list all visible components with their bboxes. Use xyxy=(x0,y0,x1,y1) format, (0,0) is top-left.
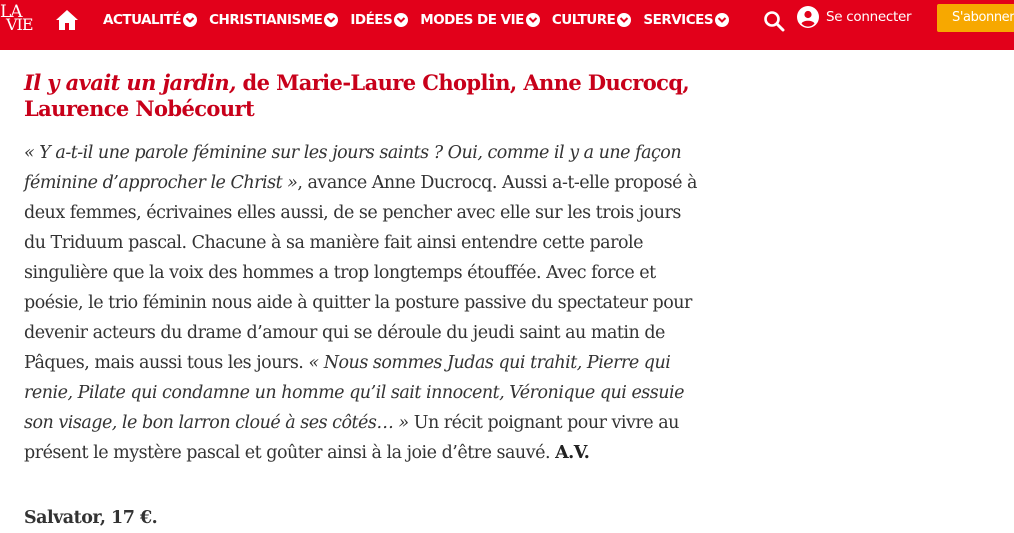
nav-item-christianisme[interactable] xyxy=(209,12,338,28)
chevron-down-icon xyxy=(715,13,729,27)
book-authors: de Marie-Laure Choplin, Anne Ducrocq, Laurence Nobécourt xyxy=(24,70,690,121)
login-link[interactable] xyxy=(797,6,911,28)
nav-item-services[interactable] xyxy=(643,12,729,28)
nav-item-label: CULTURE xyxy=(551,12,616,28)
publisher-price: Salvator, 17 €. xyxy=(24,508,158,528)
logo-line-2: VIE xyxy=(6,15,33,34)
body-text-2: Un récit poignant pour vivre au présent le mystère pascal et goûter ainsi à la joie d’être sauvé. xyxy=(24,413,679,463)
chevron-down-icon xyxy=(526,13,540,27)
user-icon xyxy=(797,6,819,28)
chevron-down-icon xyxy=(183,13,197,27)
article-section xyxy=(24,70,704,468)
quote-1: « Y a-t-il une parole féminine sur les jours saints ? Oui, comme il y a une façon féminine d’approcher le Christ » xyxy=(24,143,682,193)
chevron-down-icon xyxy=(394,13,408,27)
nav-item-label: ACTUALITÉ xyxy=(103,12,182,28)
author-initials: A.V. xyxy=(555,443,590,463)
top-navigation-bar xyxy=(0,0,1014,50)
main-menu xyxy=(103,0,741,40)
search-icon[interactable] xyxy=(763,10,785,32)
book-title xyxy=(24,70,704,122)
article-body xyxy=(24,138,704,468)
quote-2: « Nous sommes Judas qui trahit, Pierre qui renie, Pilate qui condamne un homme qu’il sait innocent, Véronique qui essuie son visage, le bon larron cloué à ses côtés… » xyxy=(24,353,684,433)
nav-item-idees[interactable] xyxy=(350,12,408,28)
book-title-italic: Il y avait un jardin, xyxy=(24,70,236,95)
nav-item-label: SERVICES xyxy=(643,12,714,28)
nav-item-modes-de-vie[interactable] xyxy=(420,12,540,28)
chevron-down-icon xyxy=(617,13,631,27)
nav-item-label: MODES DE VIE xyxy=(420,12,524,28)
login-label: Se connecter xyxy=(826,9,912,25)
chevron-down-icon xyxy=(324,13,338,27)
subscribe-button[interactable]: S'abonner xyxy=(937,4,1014,32)
logo-line-1: LA xyxy=(0,2,22,22)
nav-item-culture[interactable] xyxy=(552,12,632,28)
body-text-1: , avance Anne Ducrocq. Aussi a-t-elle proposé à deux femmes, écrivaines elles aussi, de se pencher avec elle sur les trois jours du Triduum pascal. Chacune à sa manière fait ainsi entendre cette parole singulière que la voix des hommes a trop longtemps étouffée. Avec force et poésie, le trio féminin nous aide à quitter la posture passive du spectateur pour devenir acteurs du drame d’amour qui se déroule du jeudi saint au matin de Pâques, mais aussi tous les jours. xyxy=(24,173,697,373)
nav-item-label: IDÉES xyxy=(350,12,393,28)
nav-item-label: CHRISTIANISME xyxy=(209,12,323,28)
nav-item-actualite[interactable] xyxy=(103,12,197,28)
home-icon[interactable] xyxy=(55,9,79,31)
la-vie-logo[interactable] xyxy=(0,2,40,38)
